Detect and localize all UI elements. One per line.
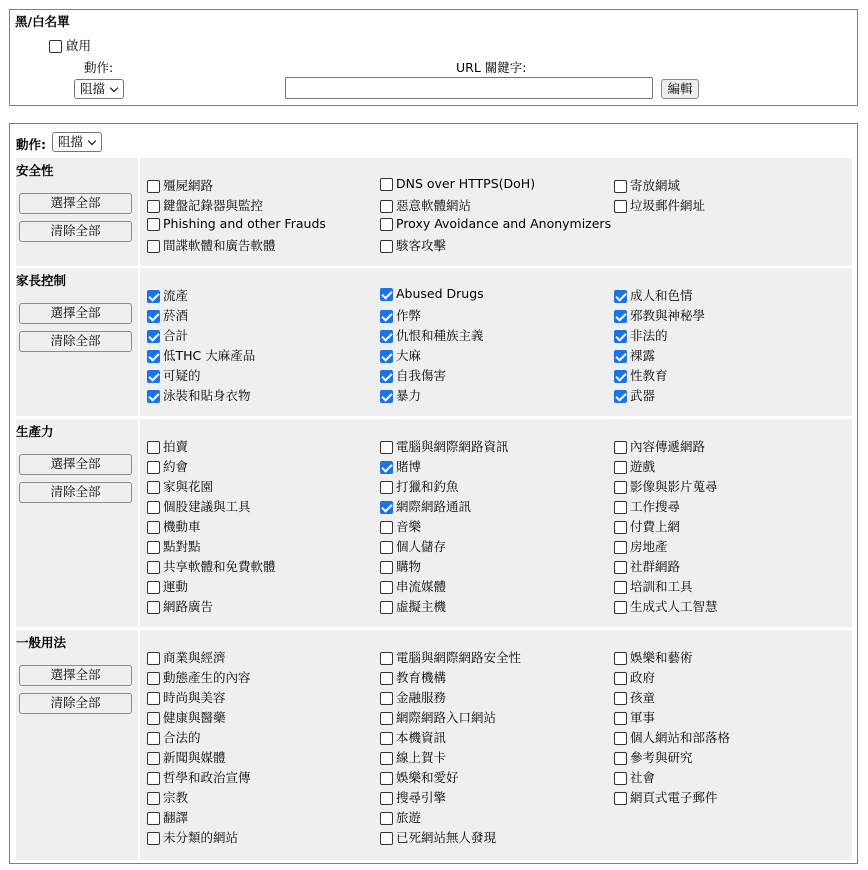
category-item[interactable] <box>614 688 655 706</box>
category-checkbox-checked[interactable] <box>614 310 627 323</box>
category-item[interactable] <box>147 517 201 535</box>
category-checkbox[interactable] <box>614 692 627 705</box>
category-item[interactable] <box>614 668 655 686</box>
category-checkbox[interactable] <box>380 481 393 494</box>
category-item[interactable] <box>614 286 693 304</box>
category-label: 動態產生的內容 <box>163 670 251 685</box>
category-label: 社會 <box>630 770 656 785</box>
category-checkbox[interactable] <box>147 672 160 685</box>
category-checkbox[interactable] <box>147 752 160 765</box>
category-checkbox[interactable] <box>147 561 160 574</box>
category-item[interactable] <box>147 648 226 666</box>
category-item[interactable] <box>147 236 276 254</box>
blacklist-panel <box>9 9 858 106</box>
category-item[interactable] <box>147 768 251 786</box>
category-label: 仇恨和種族主義 <box>396 328 484 343</box>
category-label: 哲學和政治宣傳 <box>163 770 251 785</box>
category-item[interactable] <box>147 196 263 214</box>
category-label: 泳裝和貼身衣物 <box>163 388 251 403</box>
category-checkbox[interactable] <box>614 772 627 785</box>
category-item[interactable] <box>614 537 668 555</box>
enable-label: 啟用 <box>65 38 91 53</box>
category-checkbox-checked[interactable] <box>147 330 160 343</box>
category-item[interactable] <box>380 708 496 726</box>
category-checkbox[interactable] <box>380 581 393 594</box>
category-checkbox[interactable] <box>147 481 160 494</box>
category-item[interactable] <box>380 386 421 404</box>
category-checkbox-checked[interactable] <box>380 461 393 474</box>
category-label: 已死網站無人發現 <box>396 830 497 845</box>
category-item[interactable] <box>380 216 611 231</box>
section-title: 家長控制 <box>16 273 67 288</box>
category-item[interactable] <box>147 457 188 475</box>
category-checkbox[interactable] <box>614 672 627 685</box>
section-title: 一般用法 <box>16 635 67 650</box>
category-checkbox-checked[interactable] <box>614 330 627 343</box>
select-all-button[interactable]: 選擇全部 <box>19 454 132 475</box>
category-label: 暴力 <box>396 388 422 403</box>
category-label: 作弊 <box>396 308 422 323</box>
category-checkbox[interactable] <box>614 481 627 494</box>
category-item[interactable] <box>147 728 201 746</box>
category-item[interactable] <box>147 386 251 404</box>
category-checkbox[interactable] <box>147 218 160 231</box>
category-checkbox-checked[interactable] <box>380 350 393 363</box>
category-label: 共享軟體和免費軟體 <box>163 559 276 574</box>
clear-all-button[interactable]: 清除全部 <box>19 221 132 242</box>
category-label: 教育機構 <box>396 670 447 685</box>
category-checkbox-checked[interactable] <box>380 310 393 323</box>
category-item[interactable] <box>614 768 655 786</box>
category-checkbox[interactable] <box>147 812 160 825</box>
category-label: 點對點 <box>163 539 201 554</box>
category-label: 個人儲存 <box>396 539 447 554</box>
enable-checkbox[interactable] <box>49 40 62 53</box>
category-item[interactable] <box>380 286 484 301</box>
category-checkbox[interactable] <box>614 712 627 725</box>
blacklist-action-select[interactable]: 阻擋 <box>74 79 124 99</box>
category-item[interactable] <box>147 366 201 384</box>
category-label: 時尚與美容 <box>163 690 226 705</box>
category-label: 線上賀卡 <box>396 750 447 765</box>
category-item[interactable] <box>380 236 446 254</box>
category-label: 家與花園 <box>163 479 214 494</box>
category-checkbox[interactable] <box>380 652 393 665</box>
category-checkbox[interactable] <box>380 521 393 534</box>
category-checkbox[interactable] <box>147 601 160 614</box>
category-item[interactable] <box>380 437 509 455</box>
category-label: 大麻 <box>396 348 422 363</box>
action-label: 動作: <box>84 60 114 75</box>
category-label: Phishing and other Frauds <box>163 216 326 231</box>
category-checkbox[interactable] <box>380 772 393 785</box>
category-item[interactable] <box>380 366 446 384</box>
category-label: 可疑的 <box>163 368 201 383</box>
category-item[interactable] <box>147 286 188 304</box>
category-checkbox[interactable] <box>147 541 160 554</box>
category-checkbox[interactable] <box>147 200 160 213</box>
category-label: 付費上網 <box>630 519 681 534</box>
category-item[interactable] <box>614 788 718 806</box>
category-label: 串流媒體 <box>396 579 447 594</box>
category-checkbox-checked[interactable] <box>380 390 393 403</box>
category-item[interactable] <box>147 577 188 595</box>
filter-action-select[interactable]: 阻擋 <box>52 132 102 152</box>
category-item[interactable] <box>147 708 226 726</box>
category-checkbox[interactable] <box>147 772 160 785</box>
category-label: 商業與經濟 <box>163 650 226 665</box>
section-security <box>16 158 852 266</box>
category-item[interactable] <box>614 557 680 575</box>
category-label: 惡意軟體網站 <box>396 198 472 213</box>
category-label: 電腦與網際網路資訊 <box>396 439 509 454</box>
section-sidebar <box>16 419 138 627</box>
category-label: 新聞與媒體 <box>163 750 226 765</box>
section-parental <box>16 268 852 416</box>
category-checkbox[interactable] <box>380 541 393 554</box>
category-checkbox-checked[interactable] <box>614 390 627 403</box>
enable-checkbox-row[interactable] <box>49 36 91 54</box>
category-label: 孩童 <box>630 690 656 705</box>
category-item[interactable] <box>614 366 668 384</box>
category-label: 約會 <box>163 459 189 474</box>
category-label: 駭客攻擊 <box>396 238 447 253</box>
category-item[interactable] <box>380 306 421 324</box>
category-item[interactable] <box>147 306 188 324</box>
category-checkbox[interactable] <box>380 178 393 191</box>
category-checkbox-checked[interactable] <box>380 501 393 514</box>
category-item[interactable] <box>614 306 705 324</box>
category-label: 賭博 <box>396 459 422 474</box>
category-item[interactable] <box>147 557 276 575</box>
edit-button[interactable]: 編輯 <box>661 79 699 99</box>
category-item[interactable] <box>147 788 188 806</box>
category-item[interactable] <box>147 808 188 826</box>
category-label: 流產 <box>163 288 189 303</box>
category-label: 個人網站和部落格 <box>630 730 731 745</box>
category-item[interactable] <box>147 346 255 364</box>
category-item[interactable] <box>147 176 213 194</box>
category-label: 殭屍網路 <box>163 178 214 193</box>
category-label: 武器 <box>630 388 656 403</box>
category-label: 軍事 <box>630 710 656 725</box>
category-checkbox-checked[interactable] <box>614 290 627 303</box>
category-label: 電腦與網際網路安全性 <box>396 650 522 665</box>
category-label: 打獵和釣魚 <box>396 479 459 494</box>
category-item[interactable] <box>614 477 718 495</box>
category-checkbox[interactable] <box>614 501 627 514</box>
category-label: 合法的 <box>163 730 201 745</box>
category-checkbox[interactable] <box>380 812 393 825</box>
category-item[interactable] <box>380 457 421 475</box>
category-label: 網路廣告 <box>163 599 214 614</box>
category-item[interactable] <box>380 788 446 806</box>
category-checkbox[interactable] <box>380 792 393 805</box>
category-checkbox[interactable] <box>380 692 393 705</box>
category-checkbox[interactable] <box>380 752 393 765</box>
category-checkbox[interactable] <box>147 240 160 253</box>
category-checkbox-checked[interactable] <box>147 350 160 363</box>
category-label: 本機資訊 <box>396 730 447 745</box>
category-checkbox[interactable] <box>147 652 160 665</box>
section-general <box>16 630 852 860</box>
category-label: 網頁式電子郵件 <box>630 790 718 805</box>
category-item[interactable] <box>380 497 471 515</box>
category-label: 旅遊 <box>396 810 422 825</box>
category-label: 工作搜尋 <box>630 499 681 514</box>
category-item[interactable] <box>380 597 446 615</box>
category-item[interactable] <box>147 828 238 846</box>
category-label: 鍵盤記錄器與監控 <box>163 198 264 213</box>
category-checkbox[interactable] <box>614 461 627 474</box>
category-label: 成人和色情 <box>630 288 693 303</box>
category-checkbox-checked[interactable] <box>147 370 160 383</box>
category-item[interactable] <box>147 216 326 231</box>
category-checkbox[interactable] <box>614 541 627 554</box>
clear-all-button[interactable]: 清除全部 <box>19 331 132 352</box>
category-checkbox[interactable] <box>380 672 393 685</box>
category-label: 內容傳遞網路 <box>630 439 706 454</box>
section-productivity <box>16 419 852 627</box>
category-checkbox[interactable] <box>614 652 627 665</box>
category-item[interactable] <box>380 196 471 214</box>
category-checkbox[interactable] <box>380 561 393 574</box>
category-checkbox[interactable] <box>147 461 160 474</box>
category-label: 自我傷害 <box>396 368 447 383</box>
category-checkbox[interactable] <box>380 218 393 231</box>
category-item[interactable] <box>380 728 446 746</box>
category-label: 生成式人工智慧 <box>630 599 718 614</box>
category-label: 邪教與神秘學 <box>630 308 706 323</box>
category-checkbox-checked[interactable] <box>147 290 160 303</box>
category-item[interactable] <box>380 688 446 706</box>
category-item[interactable] <box>380 748 446 766</box>
category-item[interactable] <box>614 728 730 746</box>
category-label: 影像與影片蒐尋 <box>630 479 718 494</box>
section-title: 生產力 <box>16 424 54 439</box>
category-checkbox[interactable] <box>614 752 627 765</box>
category-checkbox-checked[interactable] <box>147 310 160 323</box>
category-checkbox-checked[interactable] <box>614 370 627 383</box>
category-checkbox[interactable] <box>614 792 627 805</box>
category-checkbox[interactable] <box>380 240 393 253</box>
category-label: 菸酒 <box>163 308 189 323</box>
category-label: 合計 <box>163 328 189 343</box>
category-checkbox[interactable] <box>147 180 160 193</box>
category-label: 音樂 <box>396 519 422 534</box>
select-all-button[interactable]: 選擇全部 <box>19 193 132 214</box>
category-item[interactable] <box>147 477 213 495</box>
category-item[interactable] <box>614 437 705 455</box>
category-checkbox[interactable] <box>614 521 627 534</box>
category-label: DNS over HTTPS(DoH) <box>396 176 536 191</box>
category-label: 翻譯 <box>163 810 189 825</box>
category-checkbox[interactable] <box>380 712 393 725</box>
category-label: 運動 <box>163 579 189 594</box>
category-item[interactable] <box>147 437 188 455</box>
category-item[interactable] <box>380 768 459 786</box>
category-label: 網際網路通訊 <box>396 499 472 514</box>
category-item[interactable] <box>614 457 655 475</box>
category-item[interactable] <box>380 668 446 686</box>
category-item[interactable] <box>614 517 680 535</box>
category-label: 垃圾郵件網址 <box>630 198 706 213</box>
category-checkbox[interactable] <box>380 832 393 845</box>
category-item[interactable] <box>380 648 521 666</box>
category-item[interactable] <box>147 668 251 686</box>
category-checkbox[interactable] <box>147 732 160 745</box>
category-checkbox-checked[interactable] <box>380 288 393 301</box>
category-checkbox-checked[interactable] <box>614 350 627 363</box>
category-item[interactable] <box>380 517 421 535</box>
category-item[interactable] <box>380 326 484 344</box>
category-item[interactable] <box>614 597 718 615</box>
category-checkbox[interactable] <box>380 200 393 213</box>
category-item[interactable] <box>147 748 226 766</box>
category-checkbox[interactable] <box>614 601 627 614</box>
category-label: 個股建議與工具 <box>163 499 251 514</box>
category-item[interactable] <box>380 557 421 575</box>
category-label: 拍賣 <box>163 439 189 454</box>
category-label: 虛擬主機 <box>396 599 447 614</box>
category-checkbox[interactable] <box>380 441 393 454</box>
category-checkbox[interactable] <box>614 732 627 745</box>
category-item[interactable] <box>380 808 421 826</box>
category-checkbox[interactable] <box>614 180 627 193</box>
category-item[interactable] <box>380 828 496 846</box>
category-item[interactable] <box>380 176 535 191</box>
category-item[interactable] <box>147 326 188 344</box>
category-checkbox-checked[interactable] <box>147 390 160 403</box>
category-item[interactable] <box>614 386 655 404</box>
category-checkbox[interactable] <box>614 561 627 574</box>
category-checkbox[interactable] <box>147 581 160 594</box>
category-checkbox-checked[interactable] <box>380 370 393 383</box>
category-label: Proxy Avoidance and Anonymizers <box>396 216 612 231</box>
category-label: 參考與研究 <box>630 750 693 765</box>
category-checkbox[interactable] <box>614 441 627 454</box>
category-label: 低THC 大麻產品 <box>163 348 256 363</box>
category-checkbox-checked[interactable] <box>380 330 393 343</box>
category-checkbox[interactable] <box>147 832 160 845</box>
category-label: 房地產 <box>630 539 668 554</box>
filter-action-label: 動作: <box>16 137 46 152</box>
category-checkbox[interactable] <box>614 581 627 594</box>
category-item[interactable] <box>614 748 693 766</box>
category-label: 政府 <box>630 670 656 685</box>
category-label: 搜尋引擎 <box>396 790 447 805</box>
category-label: 間諜軟體和廣告軟體 <box>163 238 276 253</box>
category-item[interactable] <box>147 688 226 706</box>
category-item[interactable] <box>147 597 213 615</box>
category-label: 宗教 <box>163 790 189 805</box>
category-label: 社群網路 <box>630 559 681 574</box>
select-all-button[interactable]: 選擇全部 <box>19 665 132 686</box>
category-label: 娛樂和愛好 <box>396 770 459 785</box>
category-item[interactable] <box>614 497 680 515</box>
url-keyword-label: URL 關鍵字: <box>456 60 527 75</box>
category-label: 金融服務 <box>396 690 447 705</box>
category-item[interactable] <box>147 497 251 515</box>
select-all-button[interactable]: 選擇全部 <box>19 303 132 324</box>
category-item[interactable] <box>380 537 446 555</box>
category-checkbox[interactable] <box>147 521 160 534</box>
category-item[interactable] <box>614 196 705 214</box>
category-checkbox[interactable] <box>380 601 393 614</box>
category-item[interactable] <box>380 346 421 364</box>
category-label: 未分類的網站 <box>163 830 239 845</box>
category-item[interactable] <box>380 577 446 595</box>
category-label: 購物 <box>396 559 422 574</box>
category-checkbox[interactable] <box>147 692 160 705</box>
blacklist-title: 黑/白名單 <box>15 14 70 29</box>
clear-all-button[interactable]: 清除全部 <box>19 482 132 503</box>
category-label: 遊戲 <box>630 459 656 474</box>
category-label: 健康與醫藥 <box>163 710 226 725</box>
clear-all-button[interactable]: 清除全部 <box>19 693 132 714</box>
category-checkbox[interactable] <box>147 712 160 725</box>
category-checkbox[interactable] <box>147 441 160 454</box>
category-label: 機動車 <box>163 519 201 534</box>
category-item[interactable] <box>380 477 459 495</box>
category-label: 性教育 <box>630 368 668 383</box>
category-item[interactable] <box>147 537 201 555</box>
category-label: 寄放網域 <box>630 178 681 193</box>
category-label: Abused Drugs <box>396 286 484 301</box>
category-item[interactable] <box>614 176 680 194</box>
category-label: 娛樂和藝術 <box>630 650 693 665</box>
category-label: 裸露 <box>630 348 656 363</box>
category-checkbox[interactable] <box>147 501 160 514</box>
category-label: 非法的 <box>630 328 668 343</box>
category-item[interactable] <box>614 326 668 344</box>
category-label: 培訓和工具 <box>630 579 693 594</box>
category-checkbox[interactable] <box>614 200 627 213</box>
category-item[interactable] <box>614 708 655 726</box>
category-item[interactable] <box>614 577 693 595</box>
category-checkbox[interactable] <box>147 792 160 805</box>
url-keyword-input[interactable] <box>285 77 653 99</box>
section-title: 安全性 <box>16 163 54 178</box>
category-item[interactable] <box>614 648 693 666</box>
category-label: 網際網路入口網站 <box>396 710 497 725</box>
category-filter-panel <box>9 123 858 864</box>
category-checkbox[interactable] <box>380 732 393 745</box>
category-item[interactable] <box>614 346 655 364</box>
